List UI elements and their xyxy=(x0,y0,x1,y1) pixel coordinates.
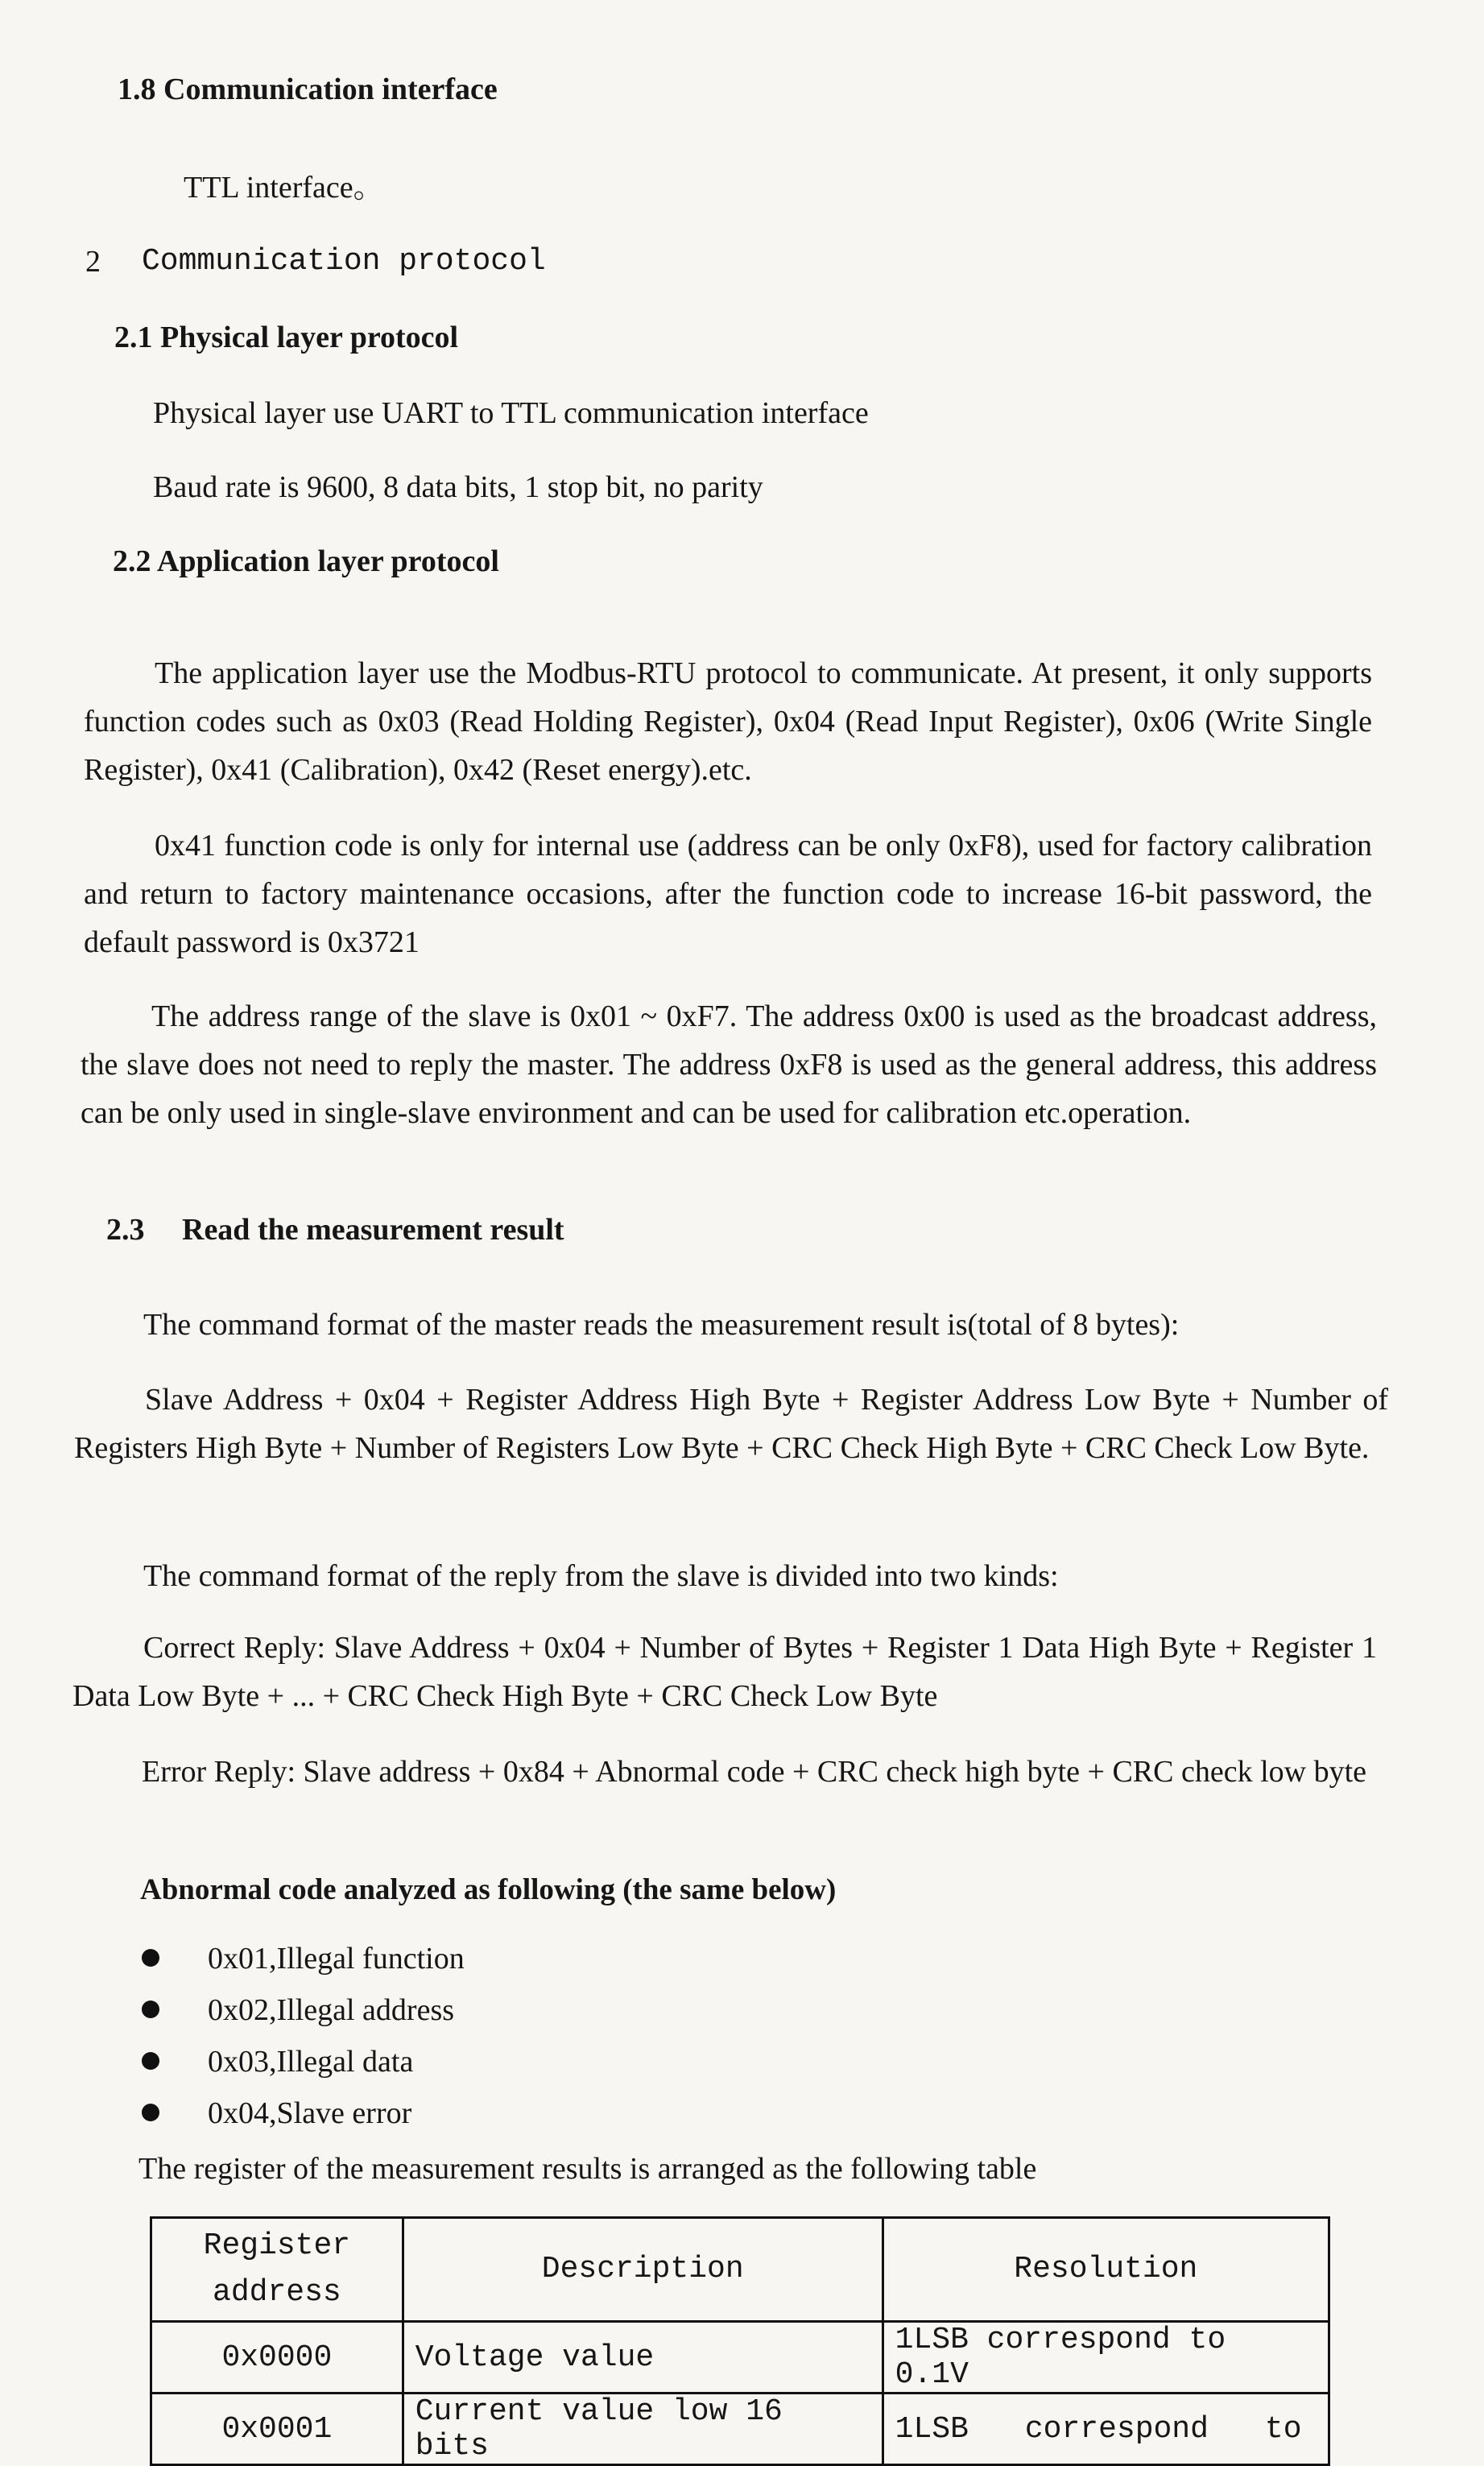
function-41-paragraph: 0x41 function code is only for internal use (address can be only 0xF8), used for factory calibration and return to factory maintenance occasions, after the function code to increase 16-bit password, the default password is 0x3721 xyxy=(84,829,1372,959)
baud-rate-line: Baud rate is 9600, 8 data bits, 1 stop bit, no parity xyxy=(153,470,763,504)
correct-reply-paragraph: Correct Reply: Slave Address + 0x04 + Number of Bytes + Register 1 Data High Byte + Register 1 Data Low Byte + ... + CRC Check High Byte + CRC Check Low Byte xyxy=(72,1631,1377,1713)
heading-2: Communication protocol xyxy=(142,244,546,279)
reply-kinds-line: The command format of the reply from the slave is divided into two kinds: xyxy=(143,1559,1059,1593)
abnormal-code-list xyxy=(137,1933,465,2139)
list-item: 0x01,Illegal function xyxy=(137,1933,465,1984)
command-format-line: The command format of the master reads the measurement result is(total of 8 bytes): xyxy=(143,1308,1180,1342)
ttl-interface-text: TTL interface。 xyxy=(184,171,384,205)
list-item: 0x03,Illegal data xyxy=(137,2036,465,2087)
command-detail-paragraph: Slave Address + 0x04 + Register Address High Byte + Register Address Low Byte + Number of Registers High Byte + Number of Registers Low Byte + CRC Check High Byte + CRC Check Low Byte. xyxy=(74,1383,1388,1465)
cell-description: Current value low 16 bits xyxy=(403,2394,883,2465)
heading-2-3: Read the measurement result xyxy=(182,1213,564,1247)
bullet-icon xyxy=(142,2001,159,2018)
table-row xyxy=(151,2394,1329,2465)
heading-2-2: 2.2 Application layer protocol xyxy=(113,544,499,578)
heading-2-1: 2.1 Physical layer protocol xyxy=(114,321,459,354)
list-item: 0x02,Illegal address xyxy=(137,1984,465,2036)
table-header-row xyxy=(151,2218,1329,2322)
cell-address: 0x0000 xyxy=(151,2322,403,2394)
bullet-icon xyxy=(142,2104,159,2121)
header-description: Description xyxy=(403,2218,883,2322)
table-intro-line: The register of the measurement results is arranged as the following table xyxy=(138,2152,1037,2186)
address-range-paragraph: The address range of the slave is 0x01 ~ 0xF7. The address 0x00 is used as the broadcast address, the slave does not need to reply the master. The address 0xF8 is used as the general address, this address can be only used in single-slave environment and can be used for calibration etc.operation. xyxy=(81,999,1377,1130)
heading-2-3-number: 2.3 xyxy=(106,1213,145,1247)
heading-1-8: 1.8 Communication interface xyxy=(118,72,498,106)
table-row xyxy=(151,2322,1329,2394)
cell-resolution: 1LSB correspond to xyxy=(883,2394,1329,2465)
error-reply-paragraph: Error Reply: Slave address + 0x84 + Abnormal code + CRC check high byte + CRC check low byte xyxy=(142,1755,1367,1789)
app-layer-paragraph: The application layer use the Modbus-RTU protocol to communicate. At present, it only supports function codes such as 0x03 (Read Holding Register), 0x04 (Read Input Register), 0x06 (Write Single Register), 0x41 (Calibration), 0x42 (Reset energy).etc. xyxy=(84,656,1372,787)
register-table xyxy=(150,2216,1330,2466)
cell-address: 0x0001 xyxy=(151,2394,403,2465)
heading-2-number: 2 xyxy=(85,245,101,279)
cell-resolution: 1LSB correspond to 0.1V xyxy=(883,2322,1329,2394)
header-resolution: Resolution xyxy=(883,2218,1329,2322)
physical-layer-line: Physical layer use UART to TTL communication interface xyxy=(153,396,869,430)
cell-description: Voltage value xyxy=(403,2322,883,2394)
abnormal-code-intro: Abnormal code analyzed as following (the same below) xyxy=(140,1873,837,1906)
header-register-address: Register address xyxy=(151,2218,403,2322)
list-item: 0x04,Slave error xyxy=(137,2087,465,2139)
bullet-icon xyxy=(142,2052,159,2070)
bullet-icon xyxy=(142,1949,159,1967)
